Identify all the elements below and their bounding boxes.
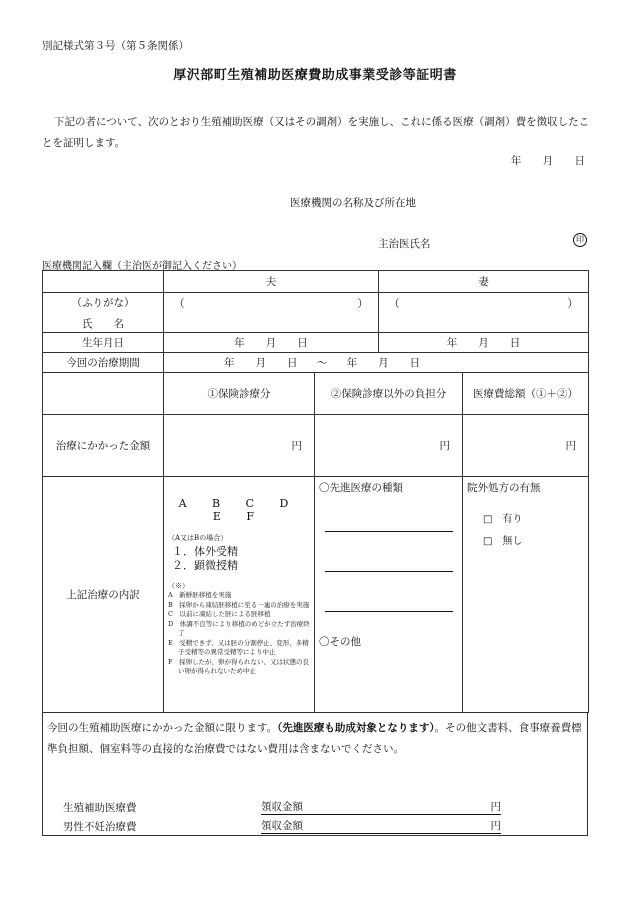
year-label: 年 [510, 155, 522, 167]
advanced-label: 〇先進医療の種類 [319, 482, 403, 494]
non-insurance-amount-field[interactable]: 円 [315, 415, 463, 477]
form-id: 別記様式第３号（第５条関係） [42, 40, 189, 52]
total-amount-field[interactable]: 円 [463, 415, 589, 477]
notice-box [42, 713, 588, 836]
name-label: 氏 名 [82, 317, 124, 330]
page-title: 厚沢部町生殖補助医療費助成事業受診等証明書 [173, 68, 457, 83]
seal-icon: 印 [573, 233, 587, 247]
wife-header: 妻 [379, 271, 589, 293]
husband-birthdate-field[interactable]: 年 月 日 [164, 333, 379, 353]
blank-cell [43, 373, 164, 415]
insurance-amount-field[interactable]: 円 [164, 415, 315, 477]
furigana-label: （ふりがな） [71, 296, 135, 309]
notes-list [168, 591, 310, 677]
husband-header: 夫 [164, 271, 379, 293]
outside-prescription-cell [463, 477, 589, 713]
cost-row [43, 415, 589, 477]
period-label: 今回の治療期間 [43, 353, 164, 373]
fee2-label: 男性不妊治療費 [63, 821, 137, 833]
breakdown-label: 上記治療の内訳 [43, 477, 164, 713]
certificate-table [42, 270, 589, 713]
day-label: 日 [574, 155, 585, 167]
header-row [43, 271, 589, 293]
insurance-col-header: ①保険診療分 [164, 373, 315, 415]
period-row [43, 353, 589, 373]
total-col-header: 医療費総額（①＋②） [463, 373, 589, 415]
month-label: 月 [542, 155, 554, 167]
advanced-medicine-cell [315, 477, 463, 713]
cost-label: 治療にかかった金額 [43, 415, 164, 477]
checkbox-no[interactable]: □ 無し [483, 536, 523, 547]
name-label-cell [43, 293, 164, 333]
note-mark: （※） [168, 582, 189, 590]
issue-date [511, 153, 585, 168]
birthdate-label: 生年月日 [43, 333, 164, 353]
fee1-label: 生殖補助医療費 [63, 802, 137, 814]
advanced-line-1[interactable] [325, 531, 453, 532]
birthdate-row [43, 333, 589, 353]
ab-case-label: （A又はBの場合） [168, 534, 228, 542]
treatment-letter-options[interactable]: A B C D E F [178, 497, 300, 523]
cost-header-row [43, 373, 589, 415]
period-field[interactable]: 年 月 日 ～ 年 月 日 [164, 353, 589, 373]
fee1-amount-field[interactable]: 領収金額 円 [261, 801, 501, 813]
outside-prescription-label: 院外処方の有無 [467, 482, 541, 494]
name-row [43, 293, 589, 333]
fill-instructions: 医療機関記入欄（主治医が御記入ください） [42, 261, 242, 272]
option-icsi[interactable]: ２．顕微授精 [172, 559, 238, 572]
checkbox-yes[interactable]: □ 有り [483, 514, 523, 525]
blank-cell [43, 271, 164, 293]
wife-birthdate-field[interactable]: 年 月 日 [379, 333, 589, 353]
option-ivf[interactable]: １．体外受精 [172, 545, 238, 558]
note-item: C 以前に凍結した胚による胚移植 [168, 610, 271, 618]
note-item: D 体調不良等により移植のめどが立たず治療終了 [168, 619, 310, 637]
advanced-line-3[interactable] [325, 611, 453, 612]
note-item: E 受精できず、又は胚の分割停止、変形、多精子受精等の異常受精等により中止 [168, 638, 309, 656]
note-item: B 採卵から凍結胚移植に至る一連の治療を実施 [168, 600, 310, 609]
other-label: 〇その他 [319, 636, 361, 648]
notice-text: 今回の生殖補助医療にかかった金額に限ります。（先進医療も助成対象となります）。その他文書料、食事療養費標準負担額、個室料等の直接的な治療費ではない費用は含まないでください。 [47, 722, 582, 755]
fee2-amount-field[interactable]: 領収金額 円 [261, 820, 501, 832]
doctor-label: 主治医氏名 [378, 238, 431, 250]
breakdown-cell [164, 477, 315, 713]
non-insurance-col-header: ②保険診療以外の負担分 [315, 373, 463, 415]
advanced-line-2[interactable] [325, 571, 453, 572]
wife-name-field[interactable]: （ ） [379, 293, 589, 333]
note-item: F 採卵したが、卵が得られない、又は状態の良い卵が得られないため中止 [168, 657, 310, 675]
note-item: A 新鮮胚移植を実施 [168, 591, 232, 599]
breakdown-row [43, 477, 589, 713]
institution-label: 医療機関の名称及び所在地 [290, 197, 416, 209]
husband-name-field[interactable]: （ ） [164, 293, 379, 333]
intro-text: 下記の者について、次のとおり生殖補助医療（又はその調剤）を実施し、これに係る医療（調剤）費を徴収したことを証明します。 [42, 116, 590, 149]
